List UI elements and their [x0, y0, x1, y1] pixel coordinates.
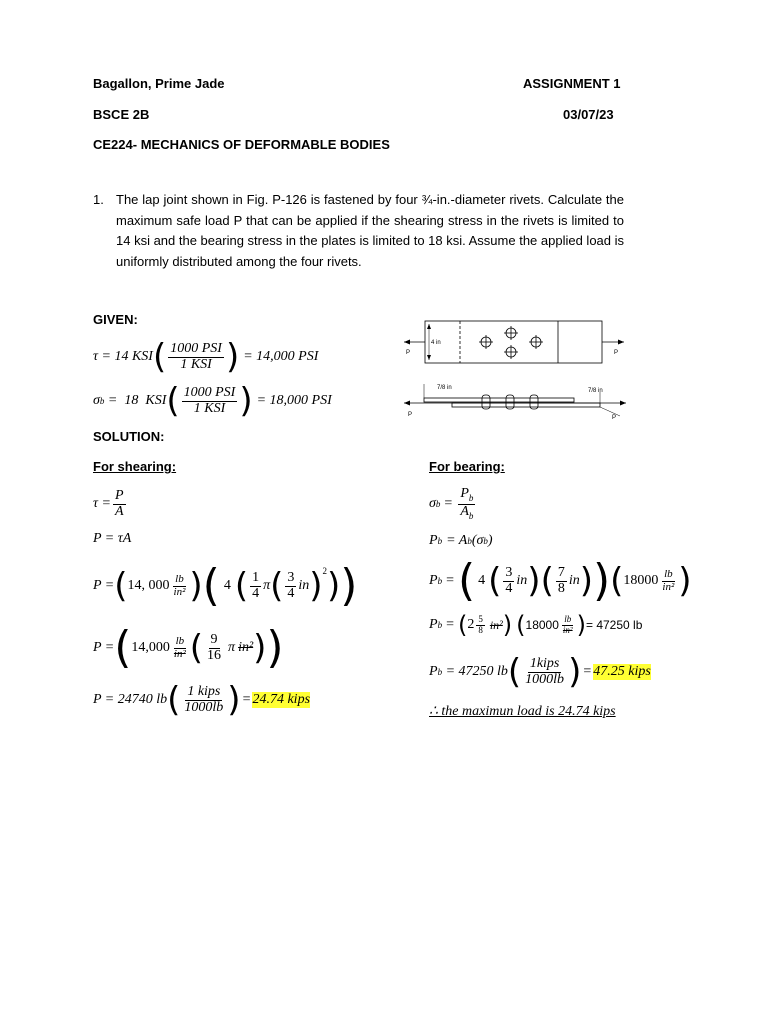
paren: )	[592, 555, 611, 606]
frac-num: 1kips	[529, 655, 560, 671]
problem-number: 1.	[93, 192, 104, 207]
unit-in2: in²	[238, 640, 254, 655]
shear-eq2	[93, 530, 131, 548]
equals: =	[583, 664, 592, 679]
figure-load-side-left: P	[408, 412, 413, 418]
paren: (	[152, 337, 167, 377]
paren: (	[507, 652, 522, 692]
shear-eq4	[93, 624, 284, 672]
paren: )	[678, 561, 692, 601]
paren: (	[114, 566, 128, 606]
shear-eq5-conversion	[182, 685, 225, 715]
given-heading: GIVEN:	[93, 312, 138, 327]
sigma-den: 1 KSI	[193, 400, 226, 416]
paren: (	[202, 560, 220, 611]
unit-in2: in²	[489, 617, 503, 632]
given-sigma-equation	[93, 381, 332, 421]
shear-eq3-four: 4	[223, 578, 231, 593]
exponent: 2	[322, 566, 328, 576]
frac-num: 1	[252, 569, 260, 585]
equals: =	[242, 692, 251, 707]
bear-eq5	[429, 652, 651, 692]
frac-num: 1 kips	[187, 683, 221, 699]
P-symbol: P	[429, 664, 438, 679]
bear-eq3-f1	[503, 566, 514, 596]
frac-den: 4	[287, 585, 295, 601]
frac-num: 5	[478, 614, 483, 625]
paren: )	[225, 337, 240, 377]
bear-eq2	[429, 532, 493, 550]
frac-num: 7	[557, 564, 565, 580]
bear-eq5-conversion	[523, 657, 566, 687]
P-symbol: P	[429, 573, 438, 588]
bear-eq5-lhs: = 47250 lb	[442, 664, 508, 679]
P-symbol: P	[429, 617, 438, 632]
shear-eq1-den: A	[114, 503, 124, 519]
bear-eq2-rhs: = A	[446, 533, 468, 548]
frac-den: 4	[252, 585, 260, 601]
figure-dim-78-left: 7/8 in	[437, 385, 452, 391]
paren: (	[488, 561, 502, 601]
sub: b	[435, 499, 441, 509]
bear-eq3-value: 18000	[623, 573, 659, 588]
equals: =	[446, 617, 454, 632]
bear-eq3	[429, 555, 692, 606]
paren: (	[540, 561, 554, 601]
paren: )	[227, 680, 241, 720]
frac-den: 1000lb	[525, 671, 565, 687]
unit-num: lb	[175, 634, 185, 647]
unit-den: in²	[173, 647, 186, 660]
sub: b	[437, 576, 443, 586]
shear-eq1-lhs: τ =	[93, 496, 111, 511]
frac-num: 3	[287, 569, 295, 585]
shear-eq1	[93, 485, 128, 523]
figure-dim-4in: 4 in	[431, 340, 441, 346]
shear-eq1-num: P	[114, 487, 124, 503]
paren: (	[234, 566, 249, 606]
frac-den: 1000lb	[184, 699, 224, 715]
sigma-num: 1000 PSI	[183, 384, 236, 400]
unit-in: in	[298, 578, 310, 593]
tau-num: 1000 PSI	[170, 340, 222, 356]
sigma-symbol: σ	[429, 496, 436, 511]
unit-in: in	[516, 573, 528, 588]
bear-eq4	[429, 610, 642, 640]
paren: )	[340, 560, 358, 611]
paren: )	[527, 561, 541, 601]
shear-eq3-unit	[172, 574, 188, 598]
paren: )	[309, 566, 323, 606]
bear-eq4-unit	[561, 615, 575, 635]
tau-den: 1 KSI	[180, 356, 212, 372]
sigma-lhs: = 18 KSI	[104, 393, 167, 408]
paren: )	[189, 566, 203, 606]
shear-eq5	[93, 680, 310, 720]
sigma-symbol: σ	[93, 393, 100, 408]
tau-lhs: τ = 14 KSI	[93, 349, 153, 364]
bear-eq4-result: = 47250 lb	[585, 618, 643, 632]
frac-den: 8	[478, 624, 483, 635]
paren: )	[502, 611, 513, 639]
tau-conversion	[168, 342, 224, 372]
sub: b	[437, 667, 443, 677]
sigma-sub: b	[99, 396, 105, 406]
bear-eq2-rhs: (σ	[471, 533, 484, 548]
paren: (	[457, 611, 468, 639]
paren: (	[270, 566, 284, 606]
paren: )	[239, 381, 253, 421]
unit-den: in²	[662, 580, 675, 593]
unit-num: lb	[564, 614, 572, 625]
sub: b	[437, 620, 443, 630]
frac-num: 3	[505, 564, 513, 580]
frac-den: A	[460, 503, 469, 519]
figure-load-left: P	[406, 350, 411, 356]
shear-eq3-diameter	[285, 571, 296, 601]
bearing-heading: For bearing:	[429, 459, 505, 474]
shearing-heading: For shearing:	[93, 459, 177, 474]
sub: b	[437, 536, 443, 546]
lap-joint-figure	[400, 318, 632, 426]
bear-eq3-unit	[660, 569, 676, 593]
pi-symbol: π	[228, 640, 236, 655]
paren: (	[166, 381, 180, 421]
course-title: CE224- MECHANICS OF DEFORMABLE BODIES	[93, 137, 390, 152]
shear-eq3-quarter	[250, 571, 261, 601]
paren: (	[167, 680, 181, 720]
unit-in: in	[568, 573, 580, 588]
paren: )	[576, 611, 586, 639]
figure-dim-78-right: 7/8 in	[588, 388, 603, 394]
figure-load-right: P	[614, 350, 619, 356]
shear-eq3	[93, 558, 357, 614]
P-symbol: P	[429, 533, 438, 548]
mixed-whole: 2	[467, 617, 475, 632]
unit-den: in²	[173, 585, 186, 598]
paren: )	[253, 628, 267, 668]
shear-eq5-lhs: P = 24740 lb	[93, 692, 168, 707]
bear-eq3-f2	[556, 566, 567, 596]
assignment-label: ASSIGNMENT 1	[523, 76, 621, 91]
shear-eq4-unit	[172, 636, 188, 660]
paren: (	[516, 611, 526, 639]
unit-num: lb	[175, 572, 184, 585]
sub: b	[468, 493, 474, 504]
bear-eq1-frac	[458, 487, 475, 520]
bear-eq1	[429, 485, 477, 523]
shear-eq4-frac	[205, 633, 223, 663]
bear-result-highlight: 47.25 kips	[593, 664, 651, 679]
solution-heading: SOLUTION:	[93, 429, 165, 444]
shear-eq3-value: 14, 000	[127, 578, 170, 593]
frac-den: 16	[207, 647, 222, 663]
sub: b	[467, 536, 472, 546]
frac-den: 4	[505, 580, 513, 596]
shear-eq1-frac	[113, 489, 126, 519]
sigma-result: = 18,000 PSI	[256, 393, 332, 408]
shear-eq4-value: 14,000	[131, 640, 170, 655]
sigma-conversion	[182, 386, 238, 416]
section-label: BSCE 2B	[93, 107, 150, 122]
equals: =	[444, 496, 453, 511]
sub: b	[468, 510, 474, 521]
tau-result: = 14,000 PSI	[243, 349, 319, 364]
shear-eq4-lhs: P =	[93, 640, 115, 655]
bear-eq2-rhs: )	[487, 533, 493, 548]
equals: =	[446, 573, 454, 588]
frac-num: 9	[210, 631, 218, 647]
paren: )	[579, 561, 593, 601]
bear-eq4-frac	[476, 615, 485, 635]
problem-text: The lap joint shown in Fig. P-126 is fastened by four ¾-in.-diameter rivets. Calculate the maximum safe load P that can be applied if the shearing stress in the rivets is limited to 14 ksi and the bearing stress in the plates is limited to 18 ksi. Assume the applied load is uniformly distributed among the four rivets.	[116, 192, 625, 269]
shear-result-highlight: 24.74 kips	[252, 692, 311, 707]
paren: (	[457, 555, 476, 606]
sub: b	[483, 536, 488, 546]
paren: (	[610, 561, 624, 601]
frac-num: P	[460, 486, 469, 502]
paren: )	[266, 622, 284, 673]
unit-num: lb	[664, 567, 673, 580]
date-label: 03/07/23	[563, 107, 614, 122]
bear-eq4-value: 18000	[525, 618, 559, 632]
frac-den: 8	[557, 580, 565, 596]
student-name: Bagallon, Prime Jade	[93, 76, 225, 91]
paren: (	[114, 622, 132, 673]
figure-load-side-right: P	[612, 415, 617, 421]
paren: )	[327, 566, 341, 606]
unit-den: in²	[562, 624, 573, 635]
shear-eq3-lhs: P =	[93, 578, 115, 593]
conclusion: ∴ the maximun load is 24.74 kips	[429, 704, 616, 719]
given-tau-equation	[93, 337, 318, 377]
paren: )	[568, 652, 582, 692]
pi-symbol: π	[263, 578, 271, 593]
paren: (	[189, 628, 204, 668]
shear-eq2-text: P = τA	[93, 531, 132, 546]
bear-eq3-four: 4	[478, 573, 486, 588]
